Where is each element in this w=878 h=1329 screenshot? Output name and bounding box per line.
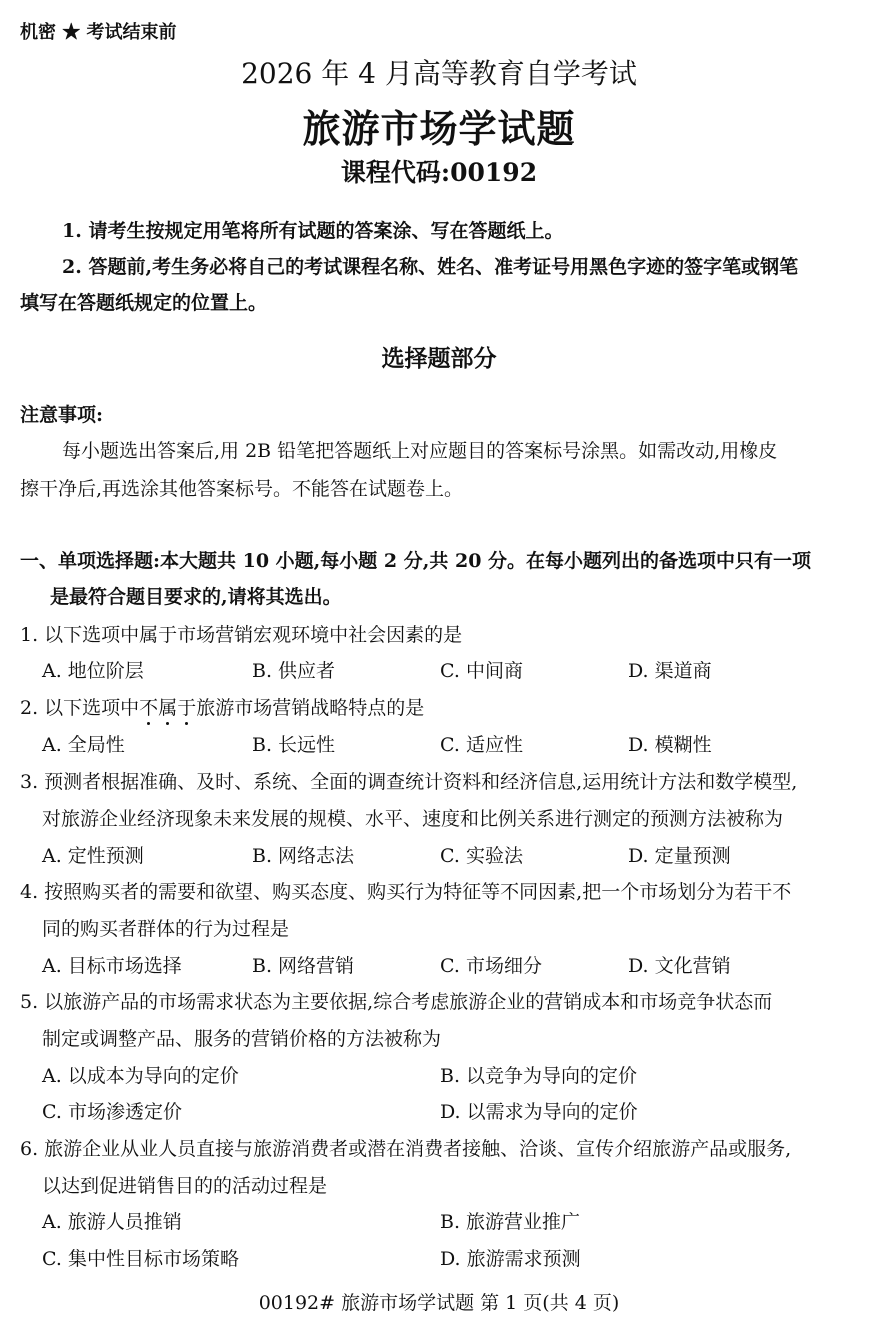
question-5-option-a: A. 以成本为导向的定价 [42, 1065, 239, 1087]
part-heading-line-1: 一、单项选择题:本大题共 10 小题,每小题 2 分,共 20 分。在每小题列出的备选项中只有一项 [20, 550, 812, 572]
question-1-option-c: C. 中间商 [440, 660, 523, 682]
question-5-stem-line-2: 制定或调整产品、服务的营销价格的方法被称为 [42, 1028, 442, 1050]
question-6-option-a: A. 旅游人员推销 [42, 1211, 182, 1233]
question-5-option-c: C. 市场渗透定价 [42, 1101, 182, 1123]
confidential-notice: 机密 ★ 考试结束前 [20, 22, 177, 43]
exam-session-line: 2026 年 4 月高等教育自学考试 [241, 57, 637, 90]
question-4-option-d: D. 文化营销 [628, 955, 731, 977]
question-2-option-d: D. 模糊性 [628, 734, 712, 756]
page-title: 旅游市场学试题 [302, 106, 576, 151]
course-code: 课程代码:00192 [340, 158, 538, 187]
question-1-option-b: B. 供应者 [252, 660, 336, 682]
instruction-item-1: 1. 请考生按规定用笔将所有试题的答案涂、写在答题纸上。 [62, 220, 564, 242]
notes-line-2: 擦干净后,再选涂其他答案标号。不能答在试题卷上。 [20, 478, 464, 500]
question-2-stem-start: 2. 以下选项中 [20, 697, 140, 719]
question-6-option-c: C. 集中性目标市场策略 [42, 1248, 239, 1270]
question-1-option-d: D. 渠道商 [628, 660, 712, 682]
question-3-option-d: D. 定量预测 [628, 845, 731, 867]
question-1-option-a: A. 地位阶层 [42, 660, 144, 682]
question-4-stem-line-2: 同的购买者群体的行为过程是 [42, 918, 290, 940]
question-5-stem-line-1: 5. 以旅游产品的市场需求状态为主要依据,综合考虑旅游企业的营销成本和市场竞争状态而 [20, 991, 773, 1013]
emphasis-char: 不 [139, 697, 159, 719]
question-3-option-b: B. 网络志法 [252, 845, 355, 867]
question-2-option-a: A. 全局性 [42, 734, 125, 756]
notes-label: 注意事项: [20, 404, 104, 426]
page-footer: 00192# 旅游市场学试题 第 1 页(共 4 页) [258, 1292, 620, 1314]
question-2-option-c: C. 适应性 [440, 734, 523, 756]
question-4-stem-line-1: 4. 按照购买者的需要和欲望、购买态度、购买行为特征等不同因素,把一个市场划分为若干不 [20, 881, 792, 903]
question-1-stem: 1. 以下选项中属于市场营销宏观环境中社会因素的是 [20, 624, 463, 646]
question-2-stem-end: 旅游市场营销战略特点的是 [196, 697, 425, 719]
question-6-stem-line-1: 6. 旅游企业从业人员直接与旅游消费者或潜在消费者接触、洽谈、宣传介绍旅游产品或服务, [20, 1138, 792, 1160]
question-3-option-c: C. 实验法 [440, 845, 523, 867]
question-4-option-b: B. 网络营销 [252, 955, 355, 977]
question-3-stem-line-2: 对旅游企业经济现象未来发展的规模、水平、速度和比例关系进行测定的预测方法被称为 [42, 808, 784, 830]
question-6-option-d: D. 旅游需求预测 [440, 1248, 581, 1270]
emphasis-char: 属 [158, 697, 178, 719]
section-title: 选择题部分 [381, 345, 497, 372]
question-4-option-c: C. 市场细分 [440, 955, 542, 977]
emphasis-char: 于 [177, 697, 197, 719]
part-heading-line-2: 是最符合题目要求的,请将其选出。 [50, 586, 342, 608]
instruction-item-2-line-2: 填写在答题纸规定的位置上。 [20, 292, 268, 314]
question-5-option-d: D. 以需求为导向的定价 [440, 1101, 638, 1123]
instruction-item-2-line-1: 2. 答题前,考生务必将自己的考试课程名称、姓名、准考证号用黑色字迹的签字笔或钢笔 [62, 256, 799, 278]
question-4-option-a: A. 目标市场选择 [42, 955, 182, 977]
notes-line-1: 每小题选出答案后,用 2B 铅笔把答题纸上对应题目的答案标号涂黑。如需改动,用橡皮 [62, 440, 778, 462]
question-6-option-b: B. 旅游营业推广 [440, 1211, 581, 1233]
question-6-stem-line-2: 以达到促进销售目的的活动过程是 [42, 1175, 328, 1197]
question-5-option-b: B. 以竞争为导向的定价 [440, 1065, 638, 1087]
question-2-option-b: B. 长远性 [252, 734, 336, 756]
question-3-option-a: A. 定性预测 [42, 845, 144, 867]
question-2-stem [20, 693, 424, 720]
question-3-stem-line-1: 3. 预测者根据准确、及时、系统、全面的调查统计资料和经济信息,运用统计方法和数学模型, [20, 771, 798, 793]
